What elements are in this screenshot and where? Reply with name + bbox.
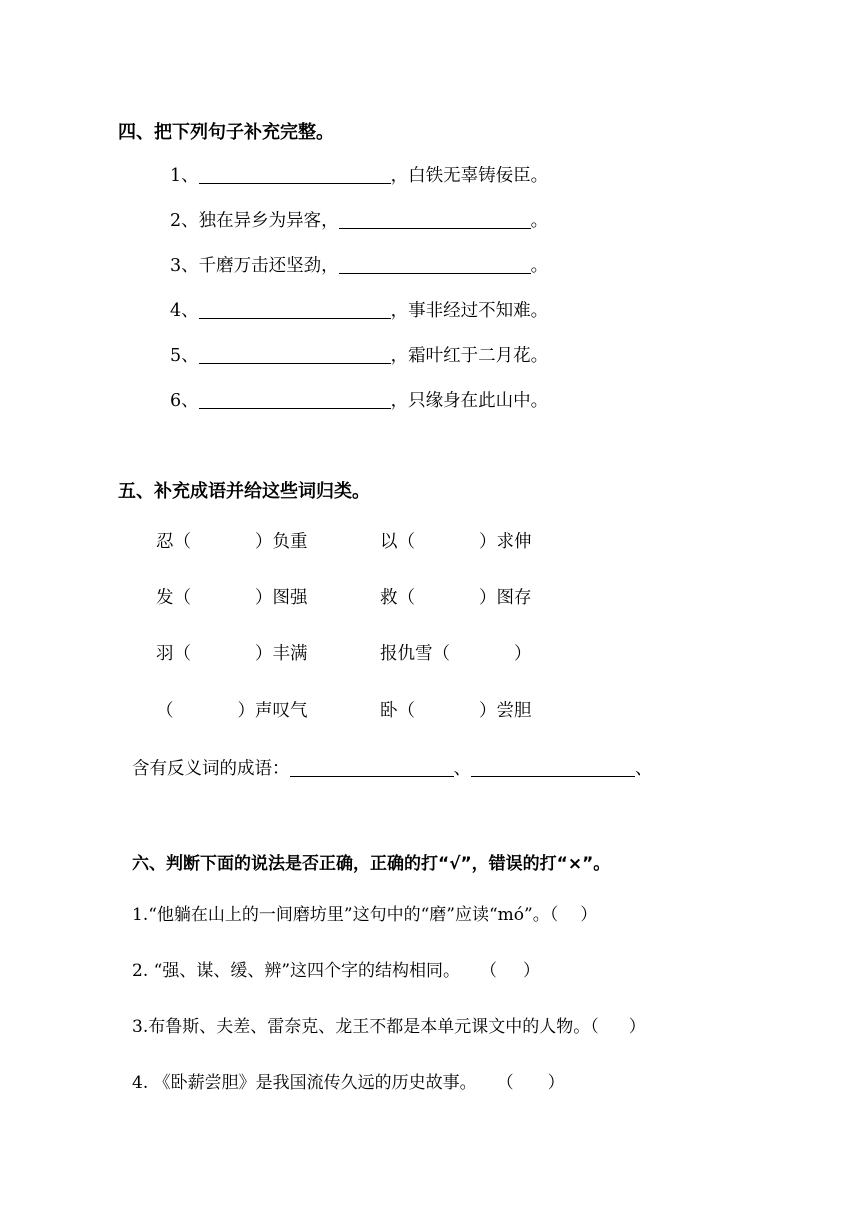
section-6-heading: 六、判断下面的说法是否正确，正确的打“√”，错误的打“×”。 [132,854,611,874]
fill-sentence-1 [170,162,548,187]
answer-blank[interactable] [339,255,531,274]
idiom-prefix: 卧 [380,701,398,721]
fill-sentence-4 [170,297,548,322]
fill-sentence-2 [170,207,548,232]
close-paren: ） [547,1073,565,1093]
statement-text: 3.布鲁斯、夫差、雷奈克、龙王不都是本单元课文中的人物。（ [132,1017,599,1037]
separator: 、 [635,759,653,779]
answer-blank[interactable] [471,758,635,777]
close-paren: ） [479,701,497,721]
close-paren: ） [255,532,273,552]
sentence-text: ，只缘身在此山中。 [390,391,549,411]
idiom-prefix: 忍 [156,532,174,552]
fill-sentence-3 [170,252,548,277]
close-paren: ） [479,588,497,608]
answer-blank[interactable] [199,300,391,319]
open-paren: （ [397,701,415,721]
idiom-item [380,697,532,722]
item-number: 3、 [170,256,199,276]
open-paren: （ [496,1073,514,1093]
close-paren: ） [255,644,273,664]
idiom-prefix: 发 [156,588,174,608]
idiom-item [380,640,532,665]
idiom-item [156,640,308,665]
statement-text: 2. “强、谋、缓、辨”这四个字的结构相同。 [132,961,461,981]
idiom-item [156,528,308,553]
idiom-item [380,584,532,609]
sentence-text: 。 [530,211,549,231]
fill-sentence-6 [170,387,548,412]
answer-blank[interactable] [339,210,531,229]
idiom-suffix: 求伸 [496,532,532,552]
judgement-item-4 [132,1068,565,1093]
idiom-suffix: 尝胆 [496,701,532,721]
idiom-suffix: 图存 [496,588,532,608]
section-5-heading: 五、补充成语并给这些词归类。 [118,481,370,502]
open-paren: （ [156,701,174,721]
idiom-prefix: 以 [380,532,398,552]
idiom-suffix: 图强 [272,588,308,608]
answer-blank[interactable] [199,390,391,409]
judgement-item-2 [132,956,540,981]
idiom-prefix: 报仇雪 [380,644,433,664]
idiom-suffix: 负重 [272,532,308,552]
idiom-item [156,697,308,722]
judgement-item-3 [132,1012,646,1037]
close-paren: ） [514,644,532,664]
sentence-text: 独在异乡为异客， [198,211,339,231]
open-paren: （ [397,532,415,552]
separator: 、 [453,759,471,779]
open-paren: （ [173,588,191,608]
sentence-text: 。 [530,256,549,276]
item-number: 6、 [170,391,199,411]
item-number: 1、 [170,166,199,186]
item-number: 5、 [170,346,199,366]
item-number: 4、 [170,301,199,321]
idiom-item [380,528,532,553]
sentence-text: ，白铁无辜铸佞臣。 [390,166,549,186]
idiom-item [156,584,308,609]
idiom-suffix: 声叹气 [255,701,308,721]
answer-blank[interactable] [199,345,391,364]
open-paren: （ [480,961,498,981]
fill-sentence-5 [170,342,548,367]
close-paren: ） [237,701,255,721]
antonym-idioms-line [132,755,653,780]
antonym-label: 含有反义词的成语： [132,759,290,779]
sentence-text: ，事非经过不知难。 [390,301,549,321]
open-paren: （ [173,644,191,664]
idiom-suffix: 丰满 [272,644,308,664]
idiom-prefix: 救 [380,588,398,608]
idiom-prefix: 羽 [156,644,174,664]
close-paren: ） [479,532,497,552]
item-number: 2、 [170,211,199,231]
sentence-text: 千磨万击还坚劲， [198,256,339,276]
close-paren: ） [255,588,273,608]
sentence-text: ，霜叶红于二月花。 [390,346,549,366]
judgement-item-1 [132,900,597,925]
close-paren: ） [628,1017,646,1037]
answer-blank[interactable] [290,758,454,777]
close-paren: ） [580,905,598,925]
answer-blank[interactable] [199,165,391,184]
open-paren: （ [397,588,415,608]
statement-text: 4. 《卧薪尝胆》是我国流传久远的历史故事。 [132,1073,477,1093]
close-paren: ） [523,961,541,981]
statement-text: 1.“他躺在山上的一间磨坊里”这句中的“磨”应读“mó”。（ [132,905,559,925]
open-paren: （ [173,532,191,552]
open-paren: （ [432,644,450,664]
section-4-heading: 四、把下列句子补充完整。 [118,122,334,143]
